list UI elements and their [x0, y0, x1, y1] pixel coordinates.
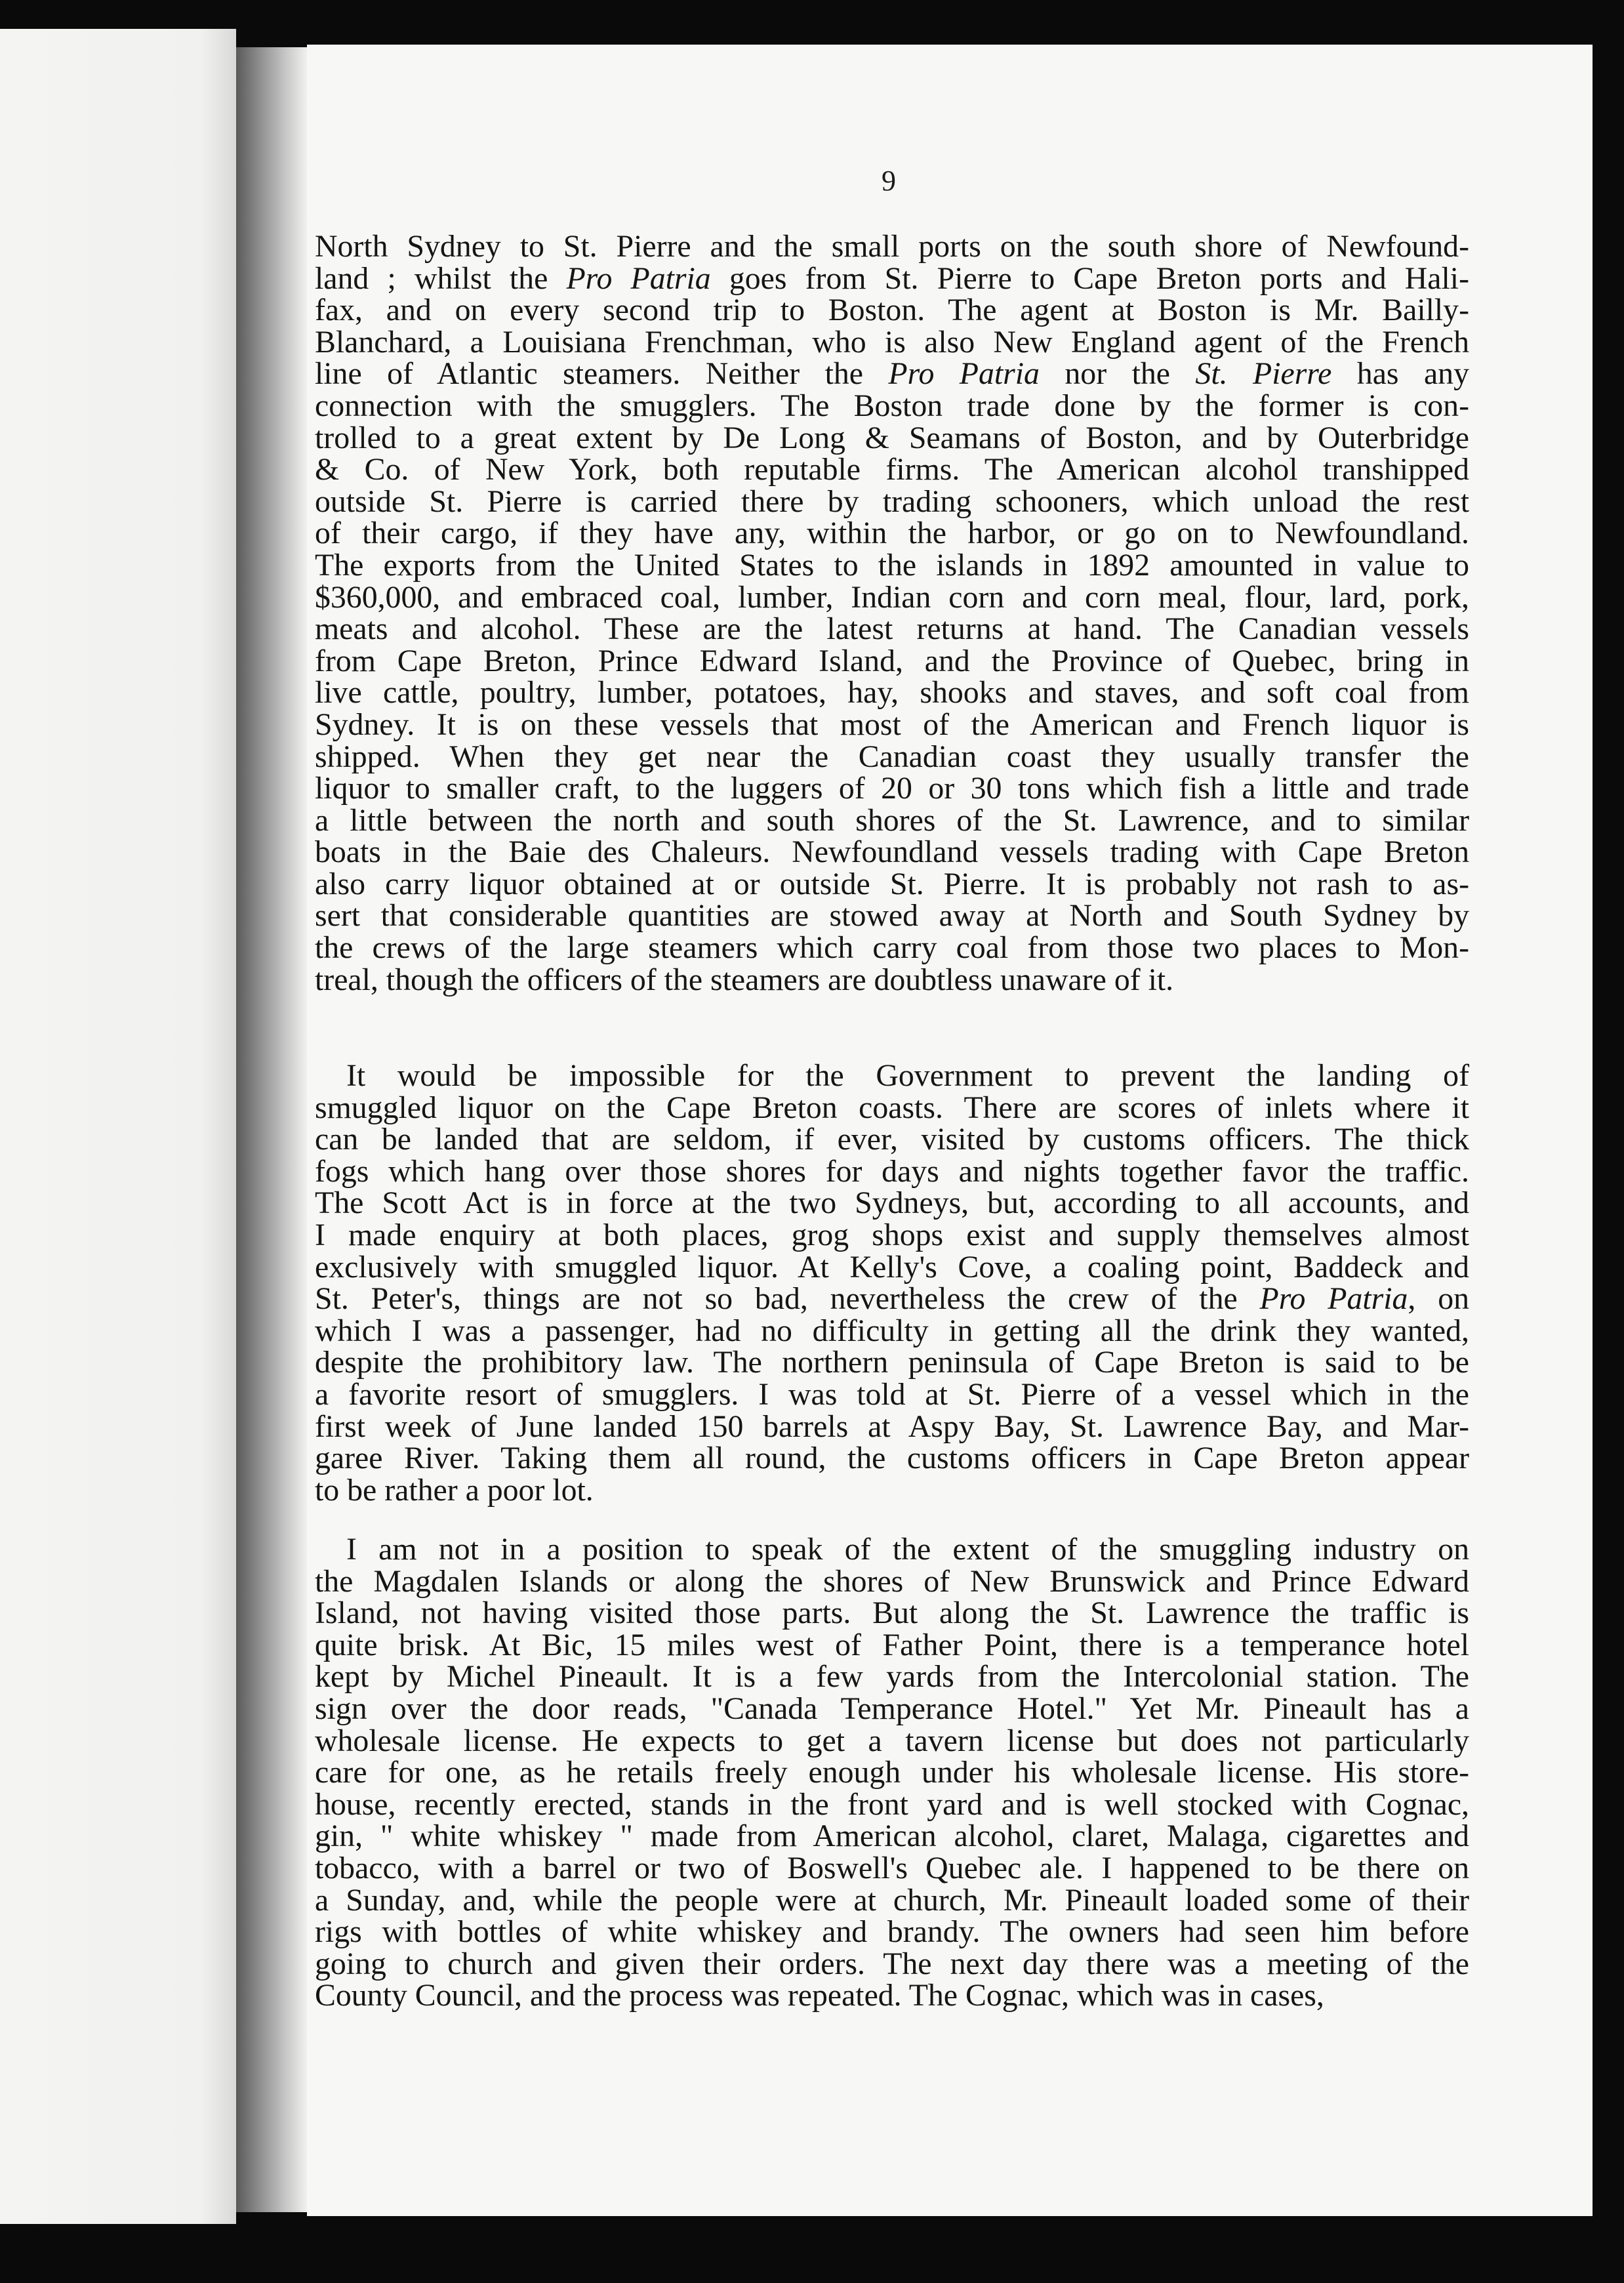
text-line: trolled to a great extent by De Long & Seamans of Boston, and by Outerbridge — [315, 420, 1469, 455]
text-line: fax, and on every second trip to Boston. The agent at Boston is Mr. Bailly- — [315, 293, 1469, 328]
page-number: 9 — [882, 165, 896, 197]
text-line: smuggled liquor on the Cape Breton coasts. There are scores of inlets where it — [315, 1090, 1469, 1125]
text-line: I made enquiry at both places, grog shops exist and supply themselves almost — [315, 1217, 1469, 1252]
text-line: shipped. When they get near the Canadian coast they usually transfer the — [315, 739, 1469, 774]
text-line: gin, " white whiskey " made from American alcohol, claret, Malaga, cigarettes and — [315, 1819, 1469, 1854]
text-line: of their cargo, if they have any, within the harbor, or go on to Newfoundland. — [315, 516, 1469, 551]
text-line: The Scott Act is in force at the two Sydneys, but, according to all accounts, and — [315, 1185, 1469, 1221]
facing-page-edge — [0, 29, 236, 2224]
text-line: Blanchard, a Louisiana Frenchman, who is also New England agent of the French — [315, 324, 1469, 360]
text-line: house, recently erected, stands in the front yard and is well stocked with Cognac, — [315, 1786, 1469, 1822]
text-line: I am not in a position to speak of the extent of the smuggling industry on — [346, 1532, 1469, 1567]
text-line: which I was a passenger, had no difficulty in getting all the drink they wanted, — [315, 1313, 1469, 1348]
text-line: sert that considerable quantities are stowed away at North and South Sydney by — [315, 898, 1469, 934]
text-line: meats and alcohol. These are the latest returns at hand. The Canadian vessels — [315, 611, 1469, 647]
text-line: line of Atlantic steamers. Neither the Pro Patria nor the St. Pierre has any — [315, 356, 1469, 392]
text-line: liquor to smaller craft, to the luggers of 20 or 30 tons which fish a little and trade — [315, 771, 1469, 806]
paragraph-2 — [315, 1060, 1469, 1506]
text-line: North Sydney to St. Pierre and the small ports on the south shore of Newfound- — [315, 229, 1469, 264]
text-line: kept by Michel Pineault. It is a few yards from the Intercolonial station. The — [315, 1659, 1469, 1695]
text-line: connection with the smugglers. The Boston trade done by the former is con- — [315, 388, 1469, 423]
text-line: land ; whilst the Pro Patria goes from St. Pierre to Cape Breton ports and Hali- — [315, 260, 1469, 296]
text-line: tobacco, with a barrel or two of Boswell's Quebec ale. I happened to be there on — [315, 1850, 1469, 1885]
text-line: The exports from the United States to the islands in 1892 amounted in value to — [315, 547, 1469, 583]
text-line: a little between the north and south shores of the St. Lawrence, and to similar — [315, 802, 1469, 838]
text-line: from Cape Breton, Prince Edward Island, and the Province of Quebec, bring in — [315, 643, 1469, 678]
text-line: garee River. Taking them all round, the customs officers in Cape Breton appear — [315, 1441, 1469, 1476]
text-line: $360,000, and embraced coal, lumber, Indian corn and corn meal, flour, lard, pork, — [315, 579, 1469, 615]
text-line: boats in the Baie des Chaleurs. Newfoundland vessels trading with Cape Breton — [315, 834, 1469, 870]
paragraph-3 — [315, 1534, 1469, 2012]
text-line: treal, though the officers of the steamers are doubtless unaware of it. — [315, 962, 1174, 997]
text-line: also carry liquor obtained at or outside St. Pierre. It is probably not rash to as- — [315, 866, 1469, 901]
paragraph-1 — [315, 231, 1469, 996]
text-line: a Sunday, and, while the people were at church, Mr. Pineault loaded some of their — [315, 1882, 1469, 1918]
text-line: can be landed that are seldom, if ever, visited by customs officers. The thick — [315, 1122, 1469, 1157]
text-line: It would be impossible for the Government to prevent the landing of — [346, 1058, 1469, 1093]
text-line: going to church and given their orders. The next day there was a meeting of the — [315, 1946, 1469, 1981]
text-line: the crews of the large steamers which carry coal from those two places to Mon- — [315, 930, 1469, 966]
text-line: & Co. of New York, both reputable firms. The American alcohol transhipped — [315, 452, 1469, 487]
text-line: quite brisk. At Bic, 15 miles west of Father Point, there is a temperance hotel — [315, 1627, 1469, 1662]
text-line: Sydney. It is on these vessels that most of the American and French liquor is — [315, 707, 1469, 742]
text-line: to be rather a poor lot. — [315, 1472, 594, 1508]
text-line: sign over the door reads, "Canada Temperance Hotel." Yet Mr. Pineault has a — [315, 1691, 1469, 1726]
text-line: live cattle, poultry, lumber, potatoes, hay, shooks and staves, and soft coal from — [315, 675, 1469, 710]
text-line: care for one, as he retails freely enough under his wholesale license. His store- — [315, 1755, 1469, 1790]
text-line: County Council, and the process was repeated. The Cognac, which was in cases, — [315, 1978, 1324, 2013]
text-line: exclusively with smuggled liquor. At Kelly's Cove, a coaling point, Baddeck and — [315, 1249, 1469, 1285]
text-line: the Magdalen Islands or along the shores of New Brunswick and Prince Edward — [315, 1563, 1469, 1599]
text-line: despite the prohibitory law. The northern peninsula of Cape Breton is said to be — [315, 1345, 1469, 1380]
text-line: wholesale license. He expects to get a tavern license but does not particularly — [315, 1723, 1469, 1758]
binding-gutter-shadow — [236, 47, 308, 2212]
text-line: Island, not having visited those parts. But along the St. Lawrence the traffic is — [315, 1595, 1469, 1631]
text-line: outside St. Pierre is carried there by trading schooners, which unload the rest — [315, 483, 1469, 519]
text-line: fogs which hang over those shores for days and nights together favor the traffic. — [315, 1153, 1469, 1189]
text-line: rigs with bottles of white whiskey and brandy. The owners had seen him before — [315, 1914, 1469, 1950]
text-line: a favorite resort of smugglers. I was told at St. Pierre of a vessel which in the — [315, 1376, 1469, 1412]
text-line: first week of June landed 150 barrels at Aspy Bay, St. Lawrence Bay, and Mar- — [315, 1409, 1469, 1444]
text-line: St. Peter's, things are not so bad, nevertheless the crew of the Pro Patria, on — [315, 1281, 1469, 1317]
